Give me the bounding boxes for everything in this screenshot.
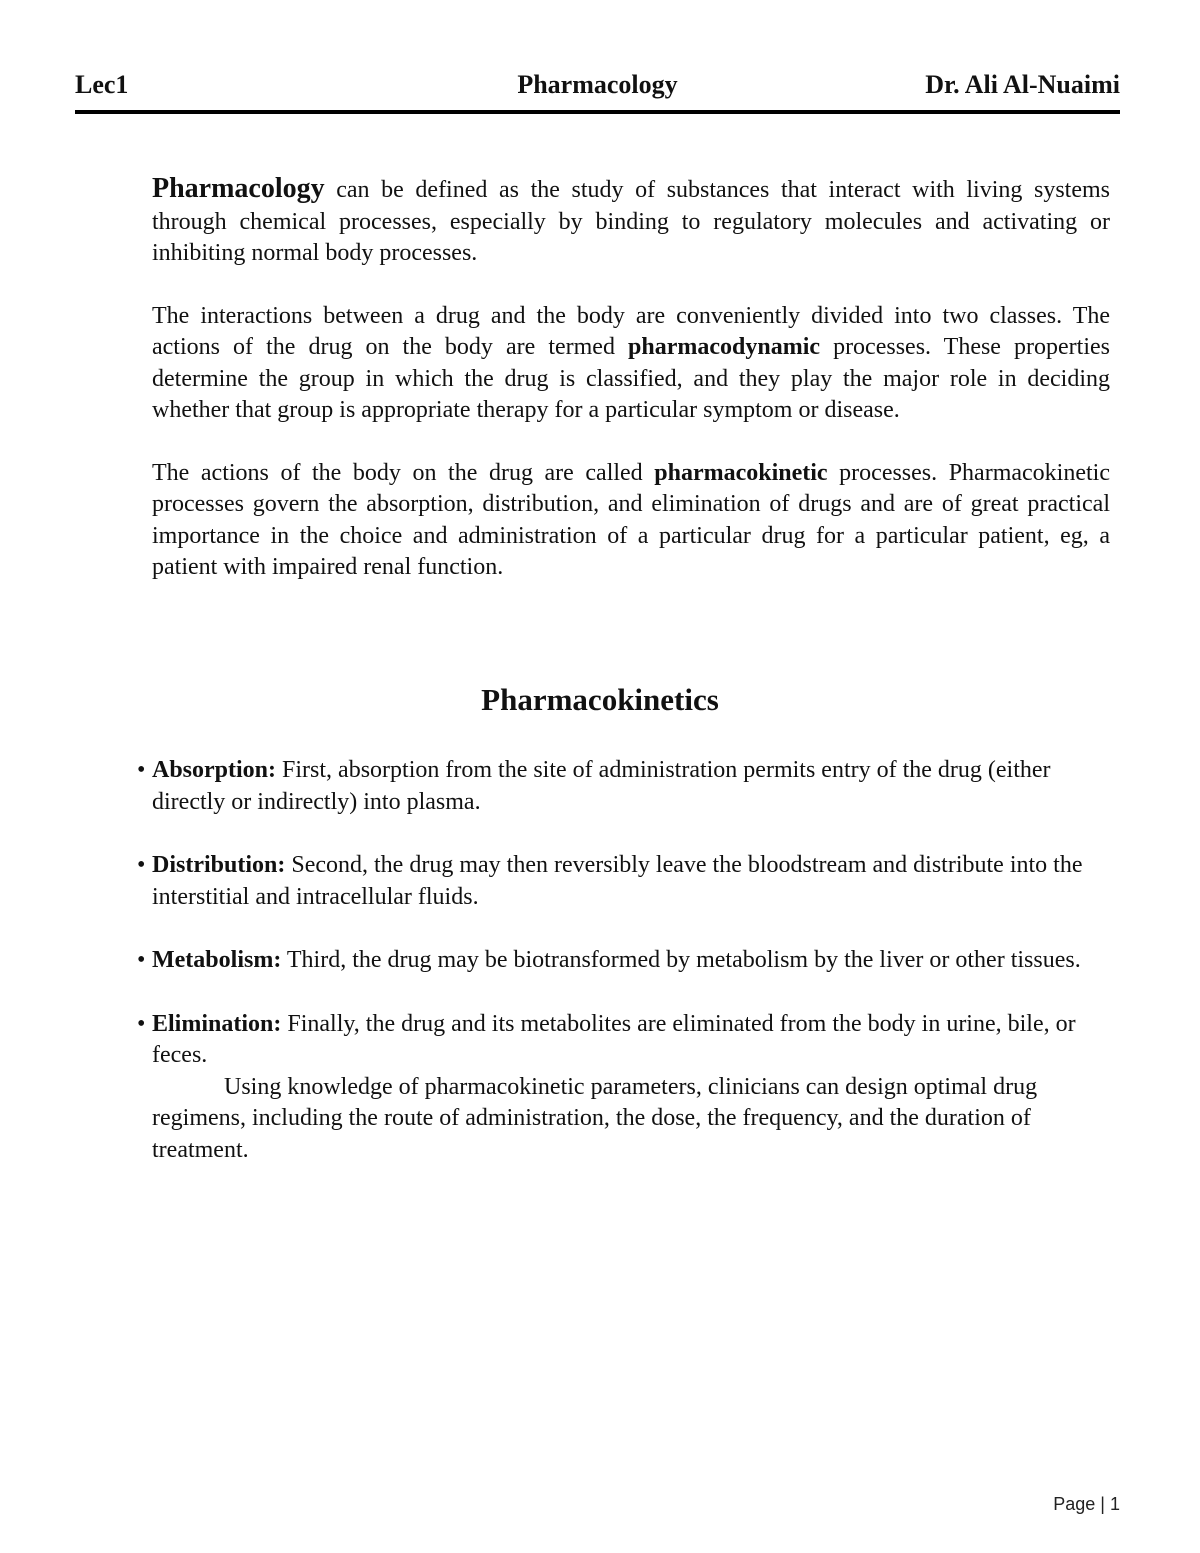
- section-heading: Pharmacokinetics: [481, 682, 719, 717]
- item-text: Second, the drug may then reversibly leave the bloodstream and distribute into the interstitial and intracellular fluids.: [152, 852, 1083, 910]
- header-author: Dr. Ali Al-Nuaimi: [925, 70, 1120, 99]
- header-subject: Pharmacology: [517, 70, 678, 99]
- lead-term: Pharmacology: [152, 173, 325, 204]
- pharmacodynamic-paragraph: [152, 301, 1110, 427]
- definition-paragraph: [152, 173, 1110, 270]
- item-text: Finally, the drug and its metabolites are eliminated from the body in urine, bile, or feces.: [152, 1010, 1076, 1068]
- definition-text: can be defined as the study of substances that interact with living systems through chemical processes, especially by binding to regulatory molecules and activating or inhibiting normal body processes.: [152, 177, 1110, 266]
- intro-section: [152, 173, 1110, 584]
- item-term: Distribution:: [152, 852, 286, 878]
- item-text: First, absorption from the site of administration permits entry of the drug (either directly or indirectly) into plasma.: [152, 757, 1051, 815]
- page-number: Page | 1: [1053, 1494, 1120, 1514]
- bullet-icon: •: [137, 757, 146, 783]
- pharmacokinetic-term: pharmacokinetic: [654, 459, 828, 486]
- bullet-icon: •: [137, 852, 146, 878]
- para2-text-a: The interactions between a drug and the body are conveniently divided into two classes. The actions of the drug on the body are termed: [152, 302, 1110, 360]
- header-rule: [75, 110, 1120, 114]
- header-lecture: Lec1: [75, 70, 129, 99]
- list-item: [137, 850, 1112, 913]
- item-term: Absorption:: [152, 757, 277, 783]
- bullet-icon: •: [137, 947, 146, 973]
- bullet-icon: •: [137, 1010, 146, 1037]
- item-term: Metabolism:: [152, 947, 282, 973]
- para3-text-a: The actions of the body on the drug are called: [152, 459, 655, 486]
- item-text: Third, the drug may be biotransformed by metabolism by the liver or other tissues.: [281, 947, 1081, 973]
- pharmacokinetics-list: [137, 755, 1112, 1166]
- list-item: [137, 945, 1112, 977]
- para3-text-b: processes. Pharmacokinetic processes govern the absorption, distribution, and elimination of drugs and are of great practical importance in the choice and administration of a particular drug for a particular patient, eg, a patient with impaired renal function.: [152, 459, 1110, 580]
- page-header: [75, 70, 1120, 110]
- list-item: [137, 1009, 1112, 1167]
- pharmacokinetic-paragraph: [152, 458, 1110, 584]
- pharmacodynamic-term: pharmacodynamic: [628, 334, 821, 360]
- closing-paragraph: Using knowledge of pharmacokinetic parameters, clinicians can design optimal drug regimens, including the route of administration, the dose, the frequency, and the duration of treatment.: [152, 1073, 1038, 1163]
- para2-text-b: processes. These properties determine the group in which the drug is classified, and they play the major role in deciding whether that group is appropriate therapy for a particular symptom or disease.: [152, 334, 1110, 423]
- item-term: Elimination:: [152, 1010, 282, 1037]
- list-item: [137, 755, 1112, 818]
